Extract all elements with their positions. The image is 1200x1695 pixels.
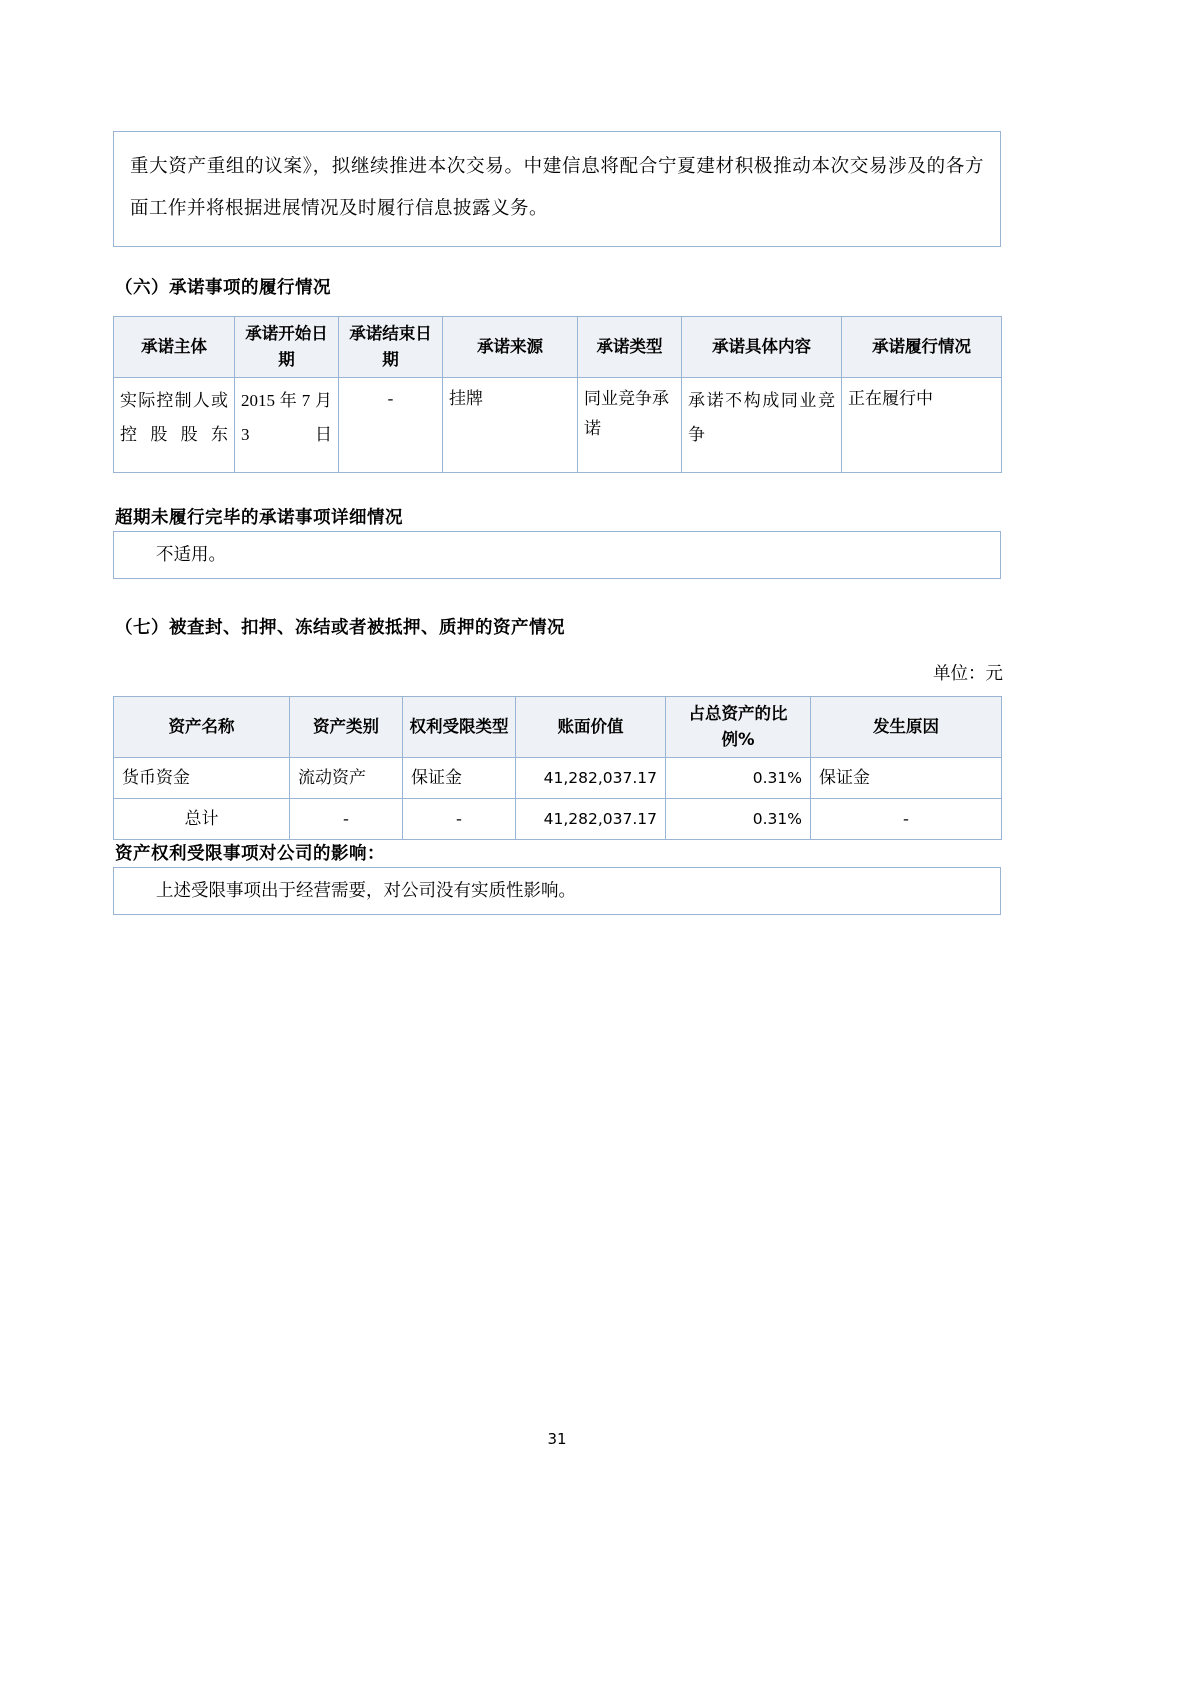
cell-asset-name: 货币资金 [114, 758, 290, 799]
table-row [114, 799, 1002, 840]
quote-text: 重大资产重组的议案》，拟继续推进本次交易。中建信息将配合宁夏建材积极推动本次交易涉及的各方面工作并将根据进展情况及时履行信息披露义务。 [130, 157, 984, 219]
col-header-subject: 承诺主体 [114, 317, 235, 378]
col-header-asset-name: 资产名称 [114, 697, 290, 758]
table-row [114, 758, 1002, 799]
restricted-assets-table [113, 696, 1002, 840]
effect-heading: 资产权利受限事项对公司的影响： [115, 844, 385, 864]
cell-ratio: 0.31% [666, 758, 811, 799]
overdue-heading: 超期未履行完毕的承诺事项详细情况 [115, 508, 403, 528]
page-number: 31 [547, 1430, 567, 1448]
cell-ratio: 0.31% [666, 799, 811, 840]
unit-label: 单位：元 [933, 663, 1003, 683]
cell-restriction-type: - [403, 799, 516, 840]
cell-restriction-type: 保证金 [403, 758, 516, 799]
col-header-source: 承诺来源 [443, 317, 578, 378]
cell-book-value: 41,282,037.17 [516, 758, 666, 799]
cell-content: 承诺不构成同业竞争 [682, 378, 842, 473]
cell-book-value: 41,282,037.17 [516, 799, 666, 840]
cell-type: 同业竞争承诺 [578, 378, 682, 473]
cell-end-date: - [339, 378, 443, 473]
col-header-asset-category: 资产类别 [290, 697, 403, 758]
restricted-assets-heading: （七）被查封、扣押、冻结或者被抵押、质押的资产情况 [115, 618, 565, 638]
col-header-end-date: 承诺结束日期 [339, 317, 443, 378]
table-header-row [114, 317, 1002, 378]
cell-asset-name: 总计 [114, 799, 290, 840]
effect-note-box [113, 867, 1001, 915]
cell-asset-category: - [290, 799, 403, 840]
document-page [113, 0, 1003, 1695]
cell-reason: - [811, 799, 1002, 840]
col-header-ratio: 占总资产的比例% [666, 697, 811, 758]
cell-status: 正在履行中 [842, 378, 1002, 473]
col-header-start-date: 承诺开始日期 [235, 317, 339, 378]
col-header-type: 承诺类型 [578, 317, 682, 378]
col-header-content: 承诺具体内容 [682, 317, 842, 378]
overdue-note-text: 不适用。 [156, 544, 226, 564]
col-header-book-value: 账面价值 [516, 697, 666, 758]
cell-asset-category: 流动资产 [290, 758, 403, 799]
col-header-status: 承诺履行情况 [842, 317, 1002, 378]
cell-subject: 实际控制人或控股股东 [114, 378, 235, 473]
cell-start-date: 2015 年 7 月 3 日 [235, 378, 339, 473]
cell-source: 挂牌 [443, 378, 578, 473]
quote-box [113, 131, 1001, 247]
cell-reason: 保证金 [811, 758, 1002, 799]
commitments-heading: （六）承诺事项的履行情况 [115, 278, 331, 298]
table-header-row [114, 697, 1002, 758]
commitments-table [113, 316, 1002, 473]
col-header-restriction-type: 权利受限类型 [403, 697, 516, 758]
col-header-reason: 发生原因 [811, 697, 1002, 758]
effect-note-text: 上述受限事项出于经营需要，对公司没有实质性影响。 [156, 880, 576, 900]
table-row [114, 378, 1002, 473]
overdue-note-box [113, 531, 1001, 579]
